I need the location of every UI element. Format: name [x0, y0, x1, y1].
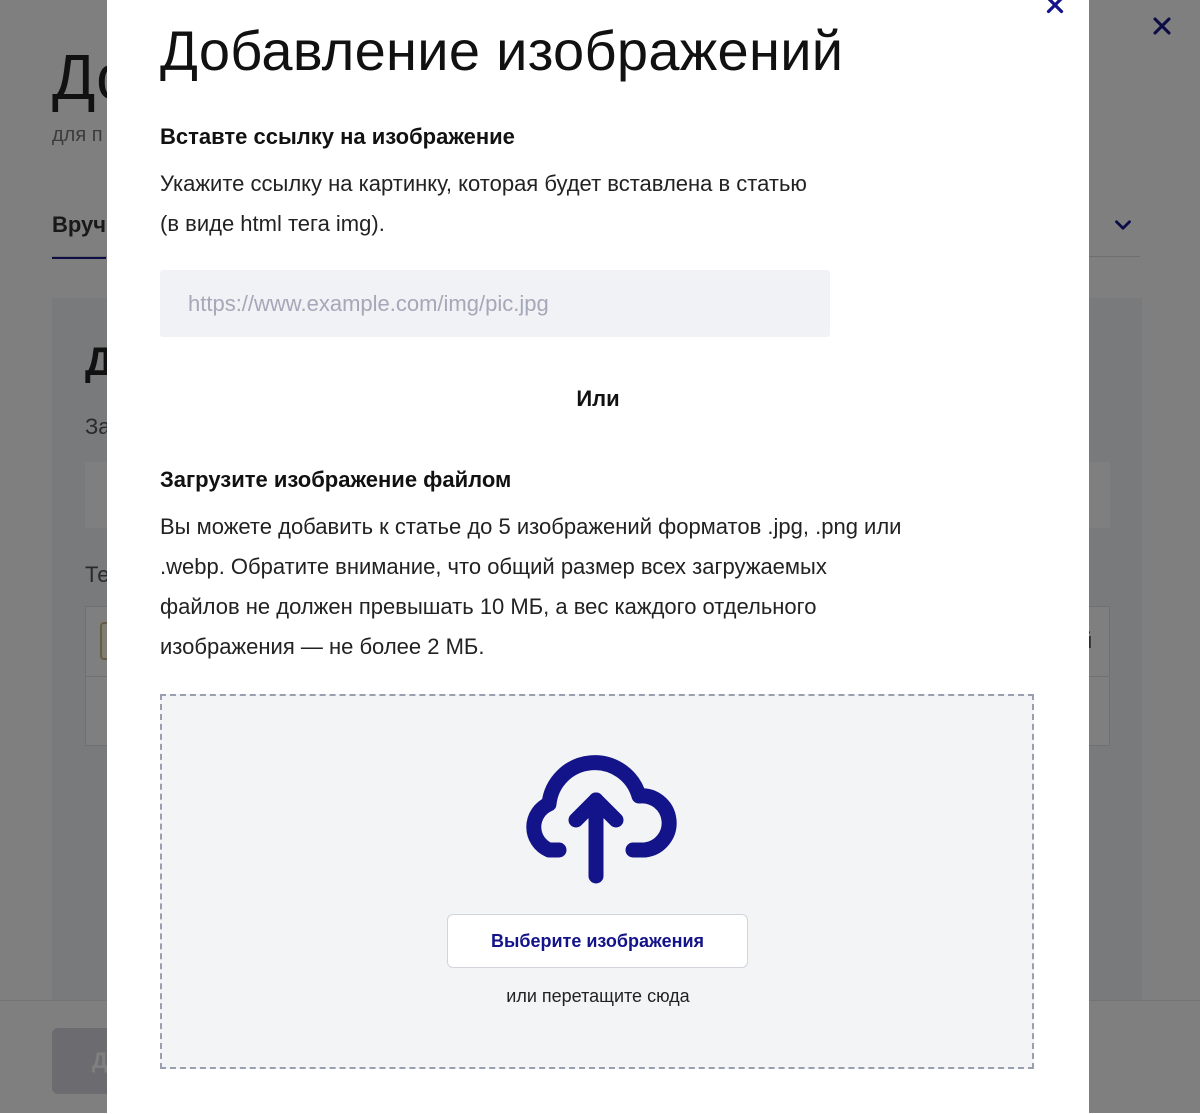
or-separator: Или: [576, 386, 620, 411]
add-images-modal: [107, 0, 1089, 1113]
upload-section-heading: Загрузите изображение файлом: [160, 467, 512, 492]
upload-description-line: файлов не должен превышать 10 МБ, а вес каждого отдельного: [160, 594, 817, 619]
drag-hint: или перетащите сюда: [506, 986, 690, 1006]
link-description-line: (в виде html тега img).: [160, 211, 385, 236]
select-images-button[interactable]: Выберите изображения: [447, 914, 748, 968]
link-section-description: [160, 164, 1010, 244]
upload-section-description: [160, 507, 1010, 667]
upload-description-line: .webp. Обратите внимание, что общий размер всех загружаемых: [160, 554, 827, 579]
link-description-line: Укажите ссылку на картинку, которая будет вставлена в статью: [160, 171, 807, 196]
image-url-input[interactable]: [160, 270, 830, 337]
close-icon[interactable]: [1042, 0, 1068, 18]
upload-description-line: Вы можете добавить к статье до 5 изображений форматов .jpg, .png или: [160, 514, 902, 539]
modal-title: Добавление изображений: [160, 19, 844, 82]
cloud-upload-icon: [515, 752, 679, 884]
upload-description-line: изображения — не более 2 МБ.: [160, 634, 485, 659]
link-section-heading: Вставте ссылку на изображение: [160, 124, 515, 149]
